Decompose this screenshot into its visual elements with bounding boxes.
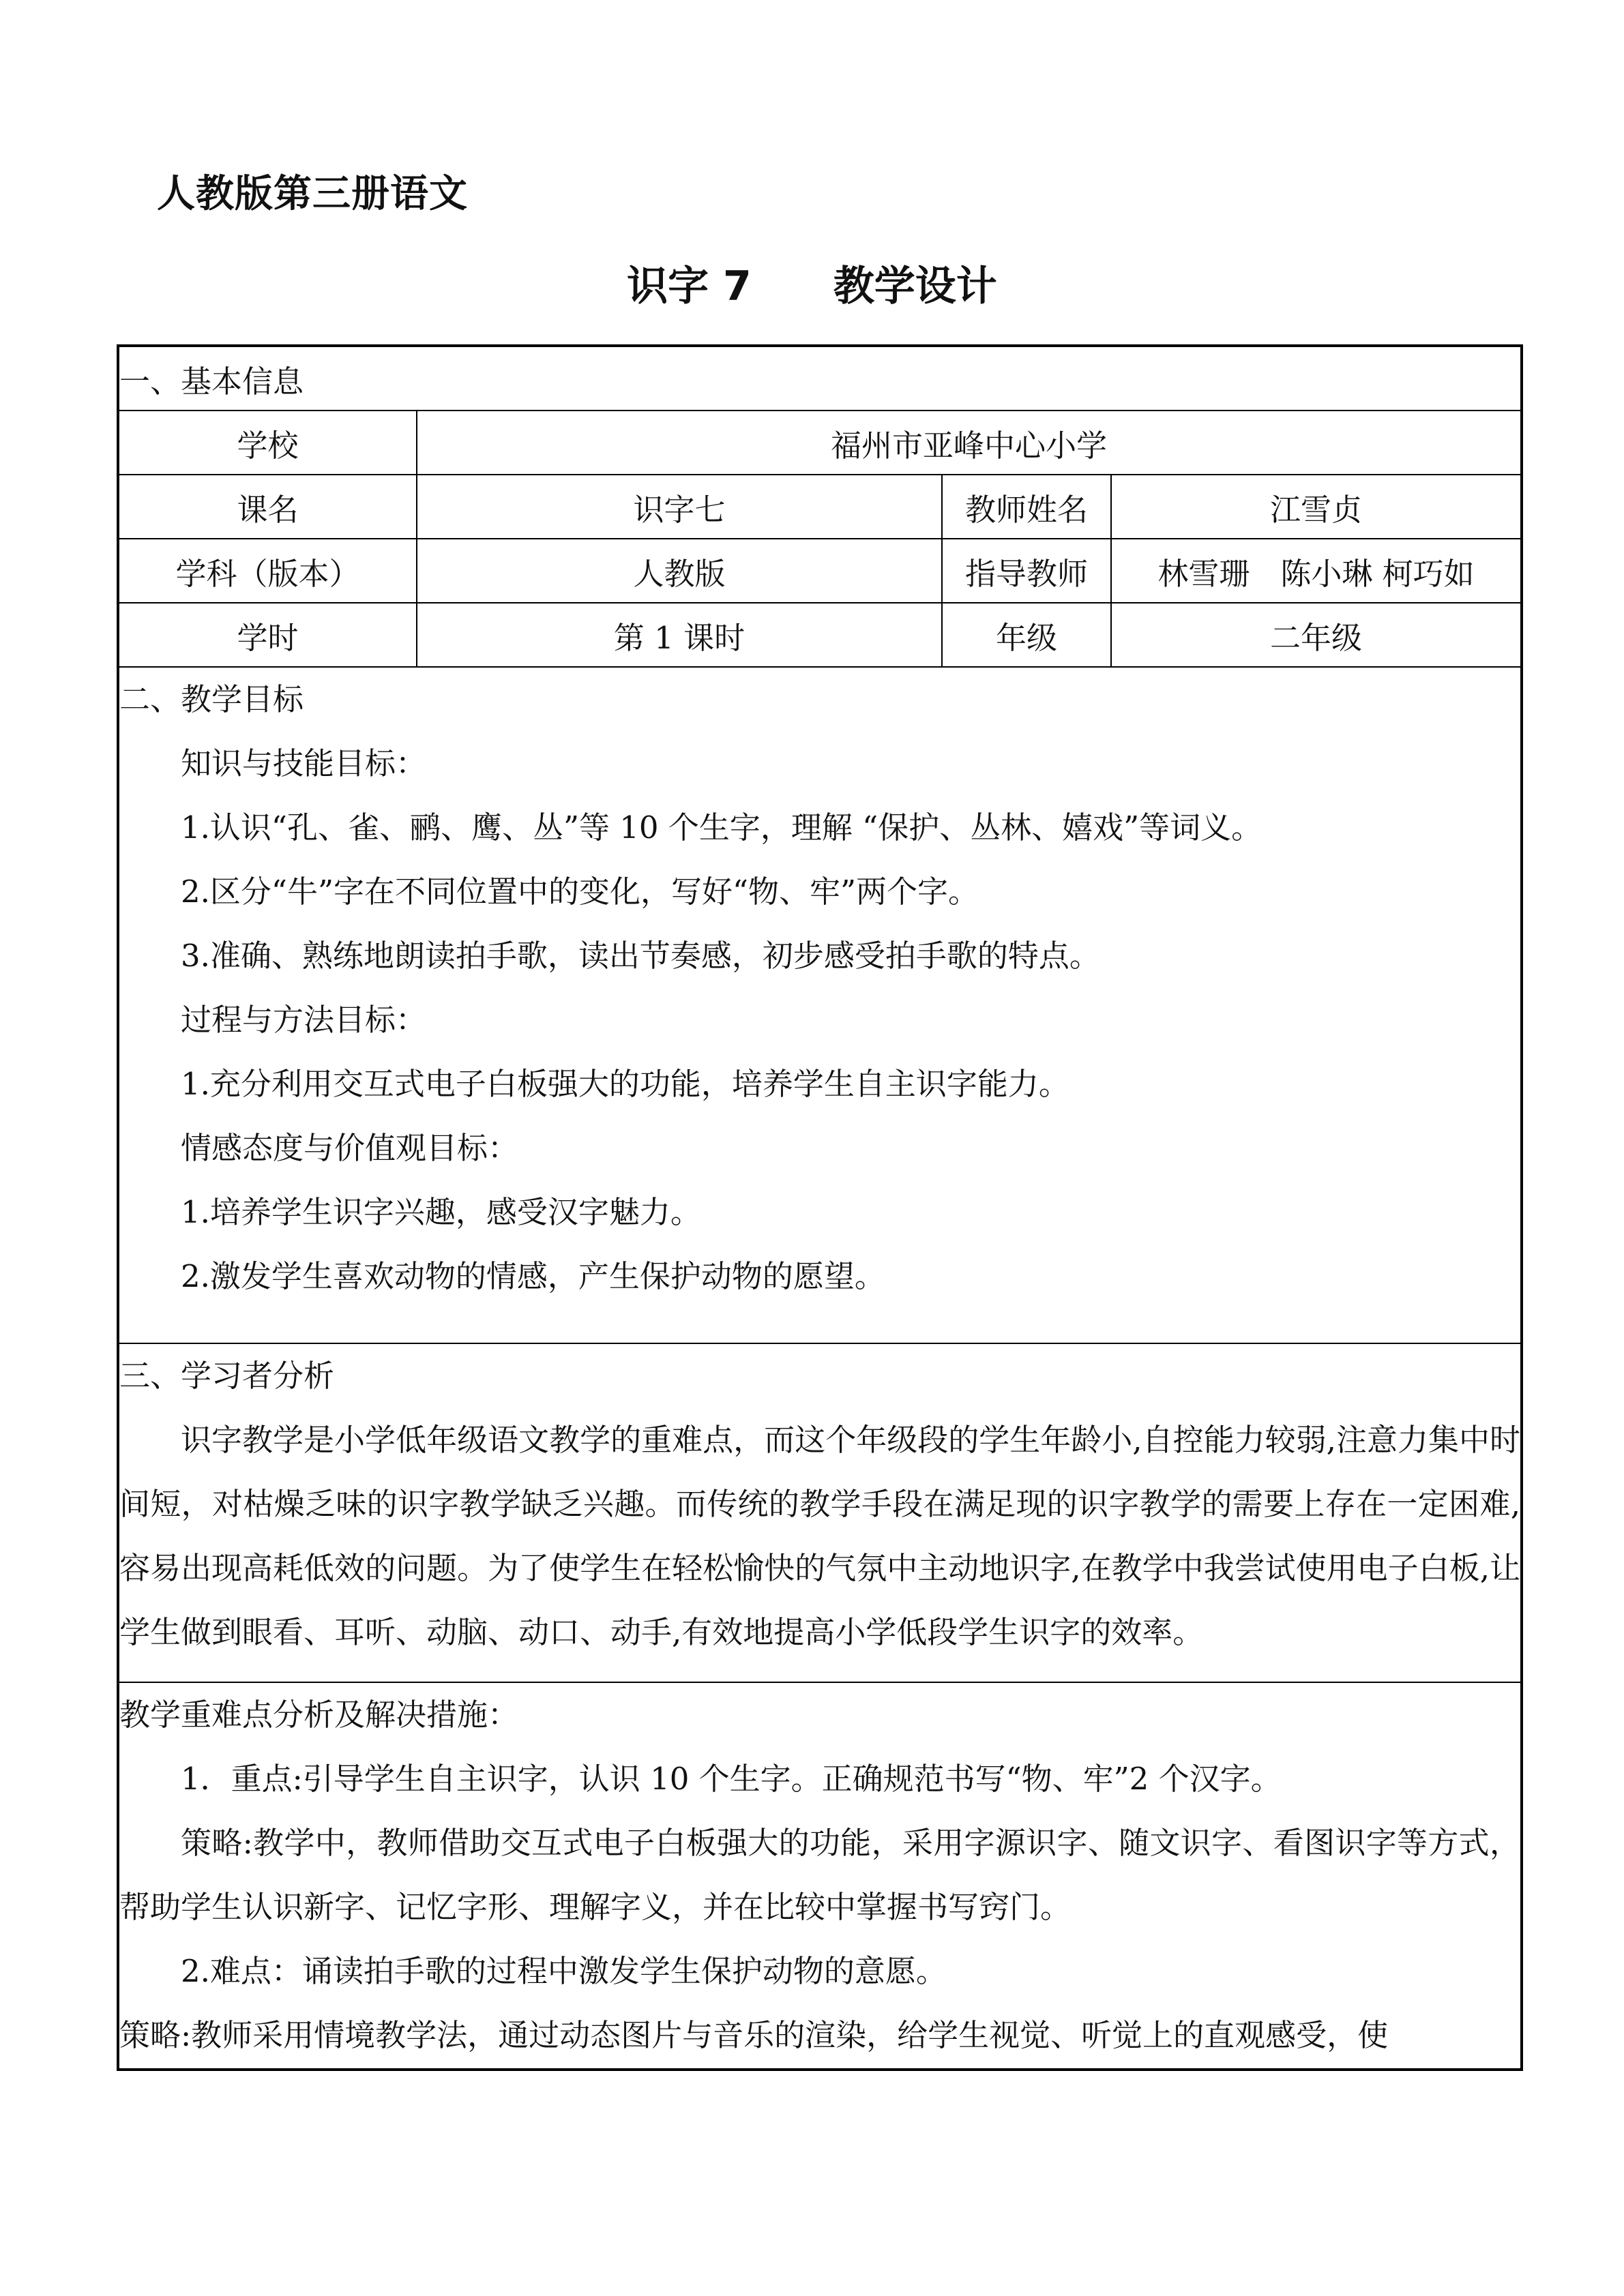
knowledge-goal-3: 3.准确、熟练地朗读拍手歌，读出节奏感，初步感受拍手歌的特点。 bbox=[181, 938, 1100, 974]
period-value: 第 1 课时 bbox=[417, 603, 942, 667]
course-value: 识字七 bbox=[417, 475, 942, 539]
lesson-plan-table bbox=[117, 344, 1523, 2071]
teacher-value: 江雪贞 bbox=[1111, 475, 1522, 539]
learner-analysis-section bbox=[118, 1343, 1522, 1682]
basic-info-heading: 一、基本信息 bbox=[118, 346, 1522, 411]
teacher-label: 教师姓名 bbox=[942, 475, 1111, 539]
title-lesson: 识字 7 bbox=[627, 263, 752, 310]
strategy-2: 策略:教师采用情境教学法，通过动态图片与音乐的渲染，给学生视觉、听觉上的直观感受，使 bbox=[119, 2017, 1389, 2053]
course-label: 课名 bbox=[118, 475, 417, 539]
key-point-2: 2.难点：诵读拍手歌的过程中激发学生保护动物的意愿。 bbox=[181, 1953, 947, 1989]
emotion-goals-title: 情感态度与价值观目标： bbox=[181, 1130, 519, 1166]
goals-heading: 二、教学目标 bbox=[119, 681, 304, 717]
learner-analysis-heading: 三、学习者分析 bbox=[119, 1358, 335, 1394]
advisor-label: 指导教师 bbox=[942, 539, 1111, 603]
knowledge-goals-title: 知识与技能目标： bbox=[181, 745, 427, 781]
key-point-1: 1．重点:引导学生自主识字，认识 10 个生字。正确规范书写“物、牢”2 个汉字。 bbox=[181, 1761, 1282, 1797]
emotion-goal-2: 2.激发学生喜欢动物的情感，产生保护动物的愿望。 bbox=[181, 1258, 885, 1294]
emotion-goal-1: 1.培养学生识字兴趣，感受汉字魅力。 bbox=[181, 1194, 701, 1230]
title-design: 教学设计 bbox=[833, 263, 997, 310]
process-goals-title: 过程与方法目标： bbox=[181, 1002, 427, 1038]
goals-section bbox=[118, 667, 1522, 1343]
school-value: 福州市亚峰中心小学 bbox=[417, 411, 1522, 475]
learner-analysis-paragraph: 识字教学是小学低年级语文教学的重难点，而这个年级段的学生年龄小,自控能力较弱,注意力集中时间短，对枯燥乏味的识字教学缺乏兴趣。而传统的教学手段在满足现的识字教学的需要上存在一定困难,容易出现高耗低效的问题。为了使学生在轻松愉快的气氛中主动地识字,在教学中我尝试使用电子白板,让学生做到眼看、耳听、动脑、动口、动手,有效地提高小学低段学生识字的效率。 bbox=[119, 1422, 1521, 1650]
knowledge-goal-1: 1.认识“孔、雀、鹂、鹰、丛”等 10 个生字，理解 “保护、丛林、嬉戏”等词义。 bbox=[181, 809, 1263, 846]
strategy-1: 策略:教学中，教师借助交互式电子白板强大的功能，采用字源识字、随文识字、看图识字等方式，帮助学生认识新字、记忆字形、理解字义，并在比较中掌握书写窍门。 bbox=[119, 1825, 1521, 1925]
grade-value: 二年级 bbox=[1111, 603, 1522, 667]
subject-value: 人教版 bbox=[417, 539, 942, 603]
keypoints-section bbox=[118, 1682, 1522, 2070]
grade-label: 年级 bbox=[942, 603, 1111, 667]
subject-label: 学科（版本） bbox=[118, 539, 417, 603]
document-header: 人教版第三册语文 bbox=[157, 172, 468, 216]
keypoints-heading: 教学重难点分析及解决措施： bbox=[119, 1697, 519, 1733]
document-title bbox=[0, 254, 1624, 312]
process-goal-1: 1.充分利用交互式电子白板强大的功能，培养学生自主识字能力。 bbox=[181, 1066, 1069, 1102]
knowledge-goal-2: 2.区分“牛”字在不同位置中的变化，写好“物、牢”两个字。 bbox=[181, 874, 979, 910]
period-label: 学时 bbox=[118, 603, 417, 667]
advisor-value: 林雪珊 陈小琳 柯巧如 bbox=[1111, 539, 1522, 603]
school-label: 学校 bbox=[118, 411, 417, 475]
